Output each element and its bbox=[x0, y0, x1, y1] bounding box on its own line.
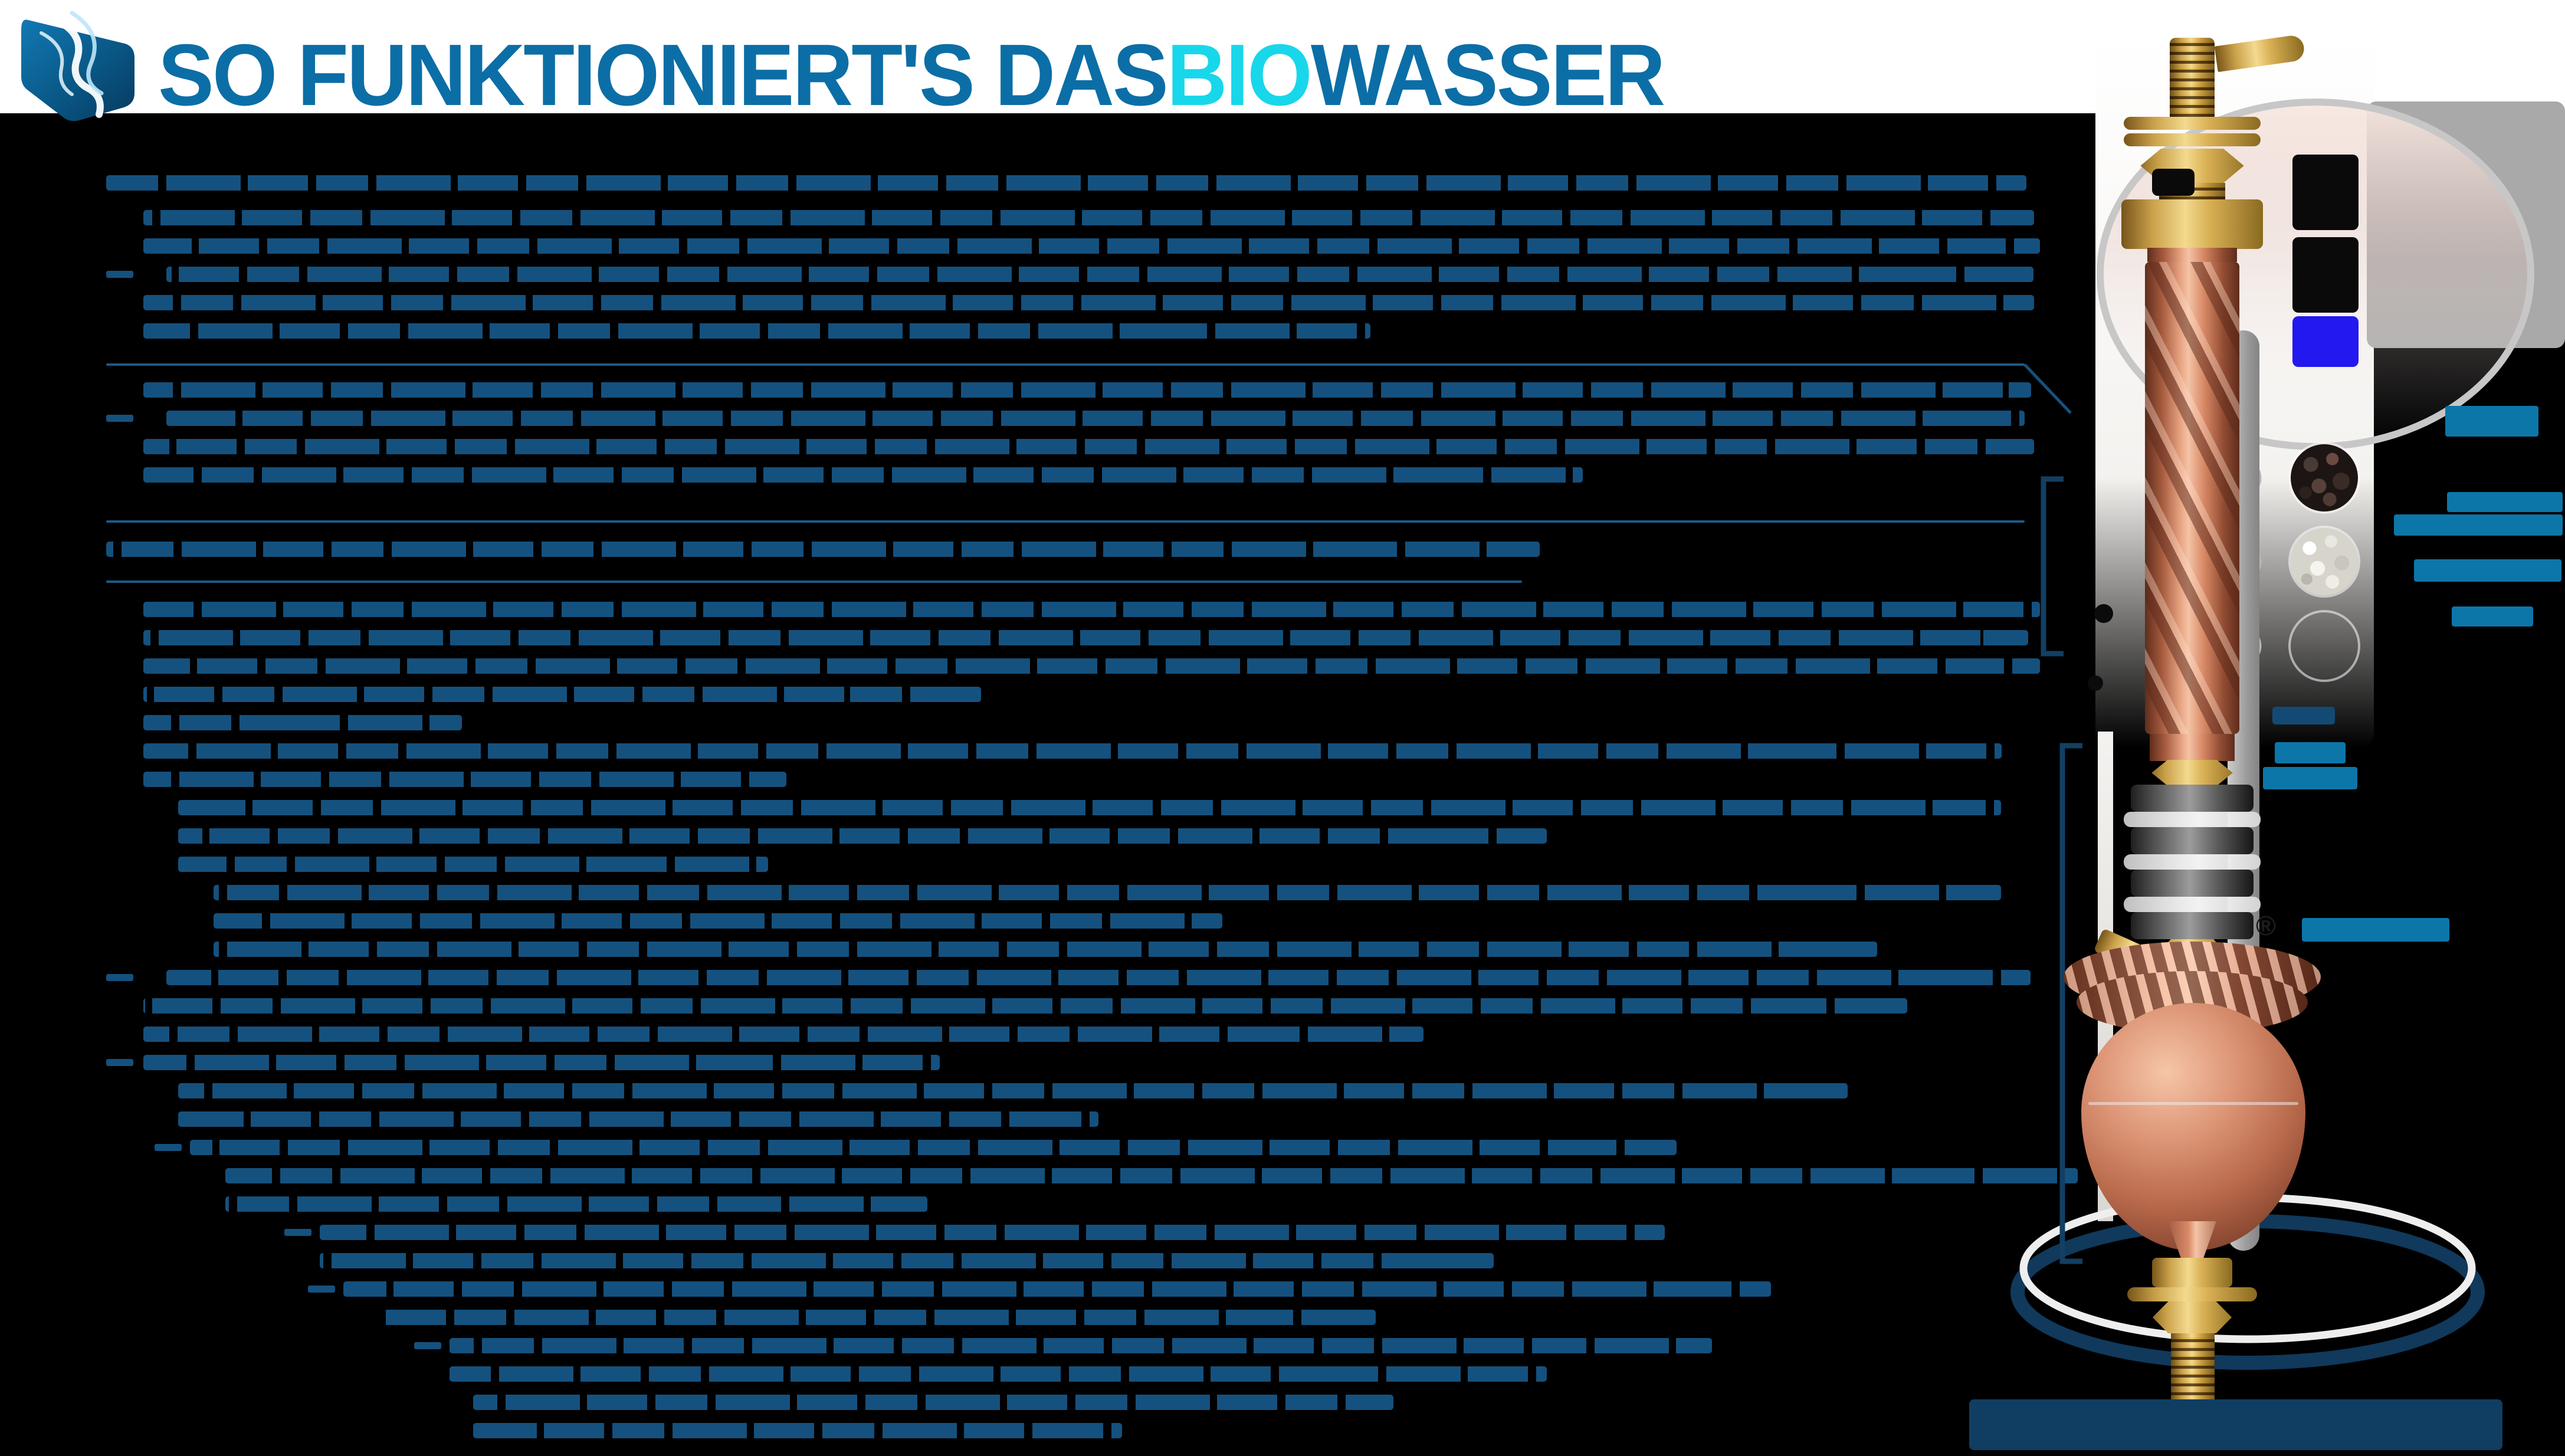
registered-trademark-mark: ® bbox=[2256, 910, 2276, 941]
vessel-seam-line bbox=[2088, 1102, 2298, 1105]
figure-label bbox=[2263, 767, 2357, 789]
ring-stack-dark-ring bbox=[2131, 912, 2254, 939]
gold-collar bbox=[2121, 199, 2263, 249]
bottom-collar bbox=[2152, 1258, 2232, 1287]
bottom-washer bbox=[2127, 1287, 2257, 1301]
top-threaded-rod bbox=[2170, 38, 2215, 117]
figure-label bbox=[2394, 514, 2563, 536]
figure-label bbox=[2275, 742, 2346, 763]
dimension-bracket-upper bbox=[2044, 479, 2064, 654]
annotation-glyph-block bbox=[2292, 155, 2359, 230]
ring-stack-white-ring bbox=[2124, 812, 2261, 827]
inset-ceramic-granules bbox=[2291, 612, 2358, 680]
figure-label bbox=[2414, 559, 2561, 582]
ring-stack-white-ring bbox=[2124, 854, 2261, 870]
copper-pipe-lower bbox=[2150, 734, 2235, 761]
figure-label bbox=[2447, 492, 2563, 512]
title-segment: SO FUNKTIONIERT'S DAS bbox=[158, 27, 1167, 124]
annotation-dot bbox=[2088, 675, 2103, 691]
rule-leader-line bbox=[2025, 365, 2071, 413]
footer-navy-band bbox=[1969, 1399, 2502, 1450]
inset-lava-stones bbox=[2291, 444, 2358, 511]
annotation-dot bbox=[2094, 604, 2113, 623]
ring-stack-dark-ring bbox=[2131, 870, 2254, 897]
spiral-copper-pipe bbox=[2145, 262, 2239, 734]
figure-label bbox=[2302, 918, 2449, 942]
figure-caption-bar bbox=[2272, 707, 2335, 724]
ring-stack-dark-ring bbox=[2131, 827, 2254, 854]
figure-label bbox=[2445, 406, 2538, 437]
figure-label bbox=[2452, 606, 2533, 627]
title-segment: WASSER bbox=[1310, 27, 1664, 124]
annotation-glyph-block bbox=[2292, 316, 2359, 367]
inset-quartz-pebbles bbox=[2291, 528, 2358, 595]
washer bbox=[2124, 133, 2261, 146]
annotation-glyph-block bbox=[2292, 237, 2359, 313]
ring-stack-white-ring bbox=[2124, 897, 2261, 912]
annotation-glyph-block bbox=[2152, 169, 2195, 196]
copper-pipe-top bbox=[2147, 248, 2237, 262]
ring-stack-dark-ring bbox=[2131, 785, 2254, 812]
title-segment: BIO bbox=[1166, 27, 1311, 124]
washer bbox=[2124, 117, 2261, 130]
